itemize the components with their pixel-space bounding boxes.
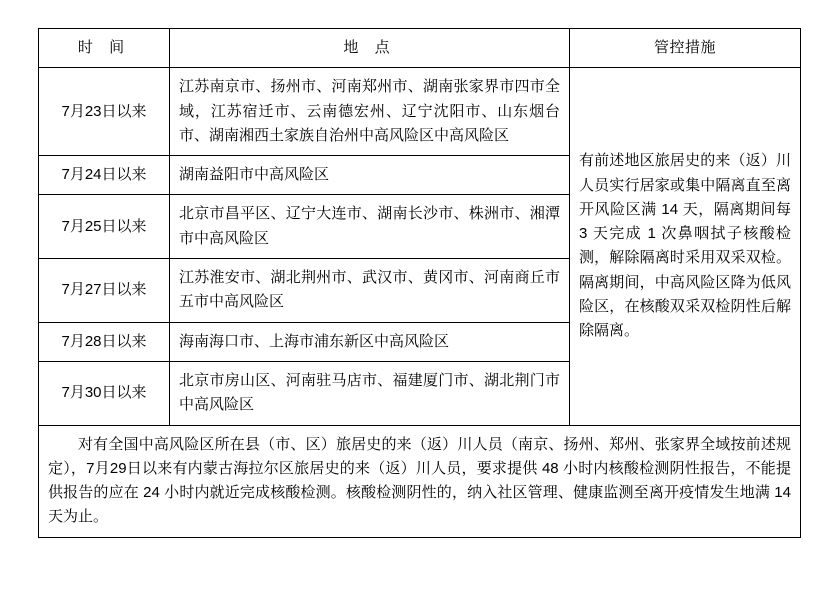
cell-measure: 有前述地区旅居史的来（返）川人员实行居家或集中隔离直至离开风险区满 14 天，隔离期间每 3 天完成 1 次鼻咽拭子核酸检测，解除隔离时采用双采双检。隔离期间，中高风险区降为低风险区，在核酸双采双检阴性后解除隔离。 bbox=[570, 68, 801, 425]
footer-note-text: 对有全国中高风险区所在县（市、区）旅居史的来（返）川人员（南京、扬州、郑州、张家界全域按前述规定），7月29日以来有内蒙古海拉尔区旅居史的来（返）川人员，要求提供 48 小时内核酸检测阴性报告，不能提供报告的应在 24 小时内就近完成核酸检测。核酸检测阴性的，纳入社区管理、健康监测至离开疫情发生地满 14 天为止。 bbox=[48, 435, 791, 526]
cell-time: 7月23日以来 bbox=[39, 68, 170, 156]
column-header-time: 时 间 bbox=[39, 29, 170, 68]
cell-time: 7月27日以来 bbox=[39, 259, 170, 323]
cell-time: 7月28日以来 bbox=[39, 322, 170, 361]
cell-time: 7月24日以来 bbox=[39, 156, 170, 195]
column-header-measure: 管控措施 bbox=[570, 29, 801, 68]
cell-place: 江苏淮安市、湖北荆州市、武汉市、黄冈市、河南商丘市五市中高风险区 bbox=[170, 259, 570, 323]
column-header-place: 地 点 bbox=[170, 29, 570, 68]
table-row bbox=[39, 68, 801, 156]
cell-place: 江苏南京市、扬州市、河南郑州市、湖南张家界市四市全域，江苏宿迁市、云南德宏州、辽宁沈阳市、山东烟台市、湖南湘西土家族自治州中高风险区中高风险区 bbox=[170, 68, 570, 156]
policy-table bbox=[38, 28, 801, 538]
cell-time: 7月30日以来 bbox=[39, 361, 170, 425]
cell-place: 海南海口市、上海市浦东新区中高风险区 bbox=[170, 322, 570, 361]
cell-place: 北京市昌平区、辽宁大连市、湖南长沙市、株洲市、湘潭市中高风险区 bbox=[170, 195, 570, 259]
cell-time: 7月25日以来 bbox=[39, 195, 170, 259]
cell-place: 湖南益阳市中高风险区 bbox=[170, 156, 570, 195]
footer-note bbox=[39, 425, 801, 537]
table-footer-row bbox=[39, 425, 801, 537]
cell-place: 北京市房山区、河南驻马店市、福建厦门市、湖北荆门市中高风险区 bbox=[170, 361, 570, 425]
table-header-row bbox=[39, 29, 801, 68]
